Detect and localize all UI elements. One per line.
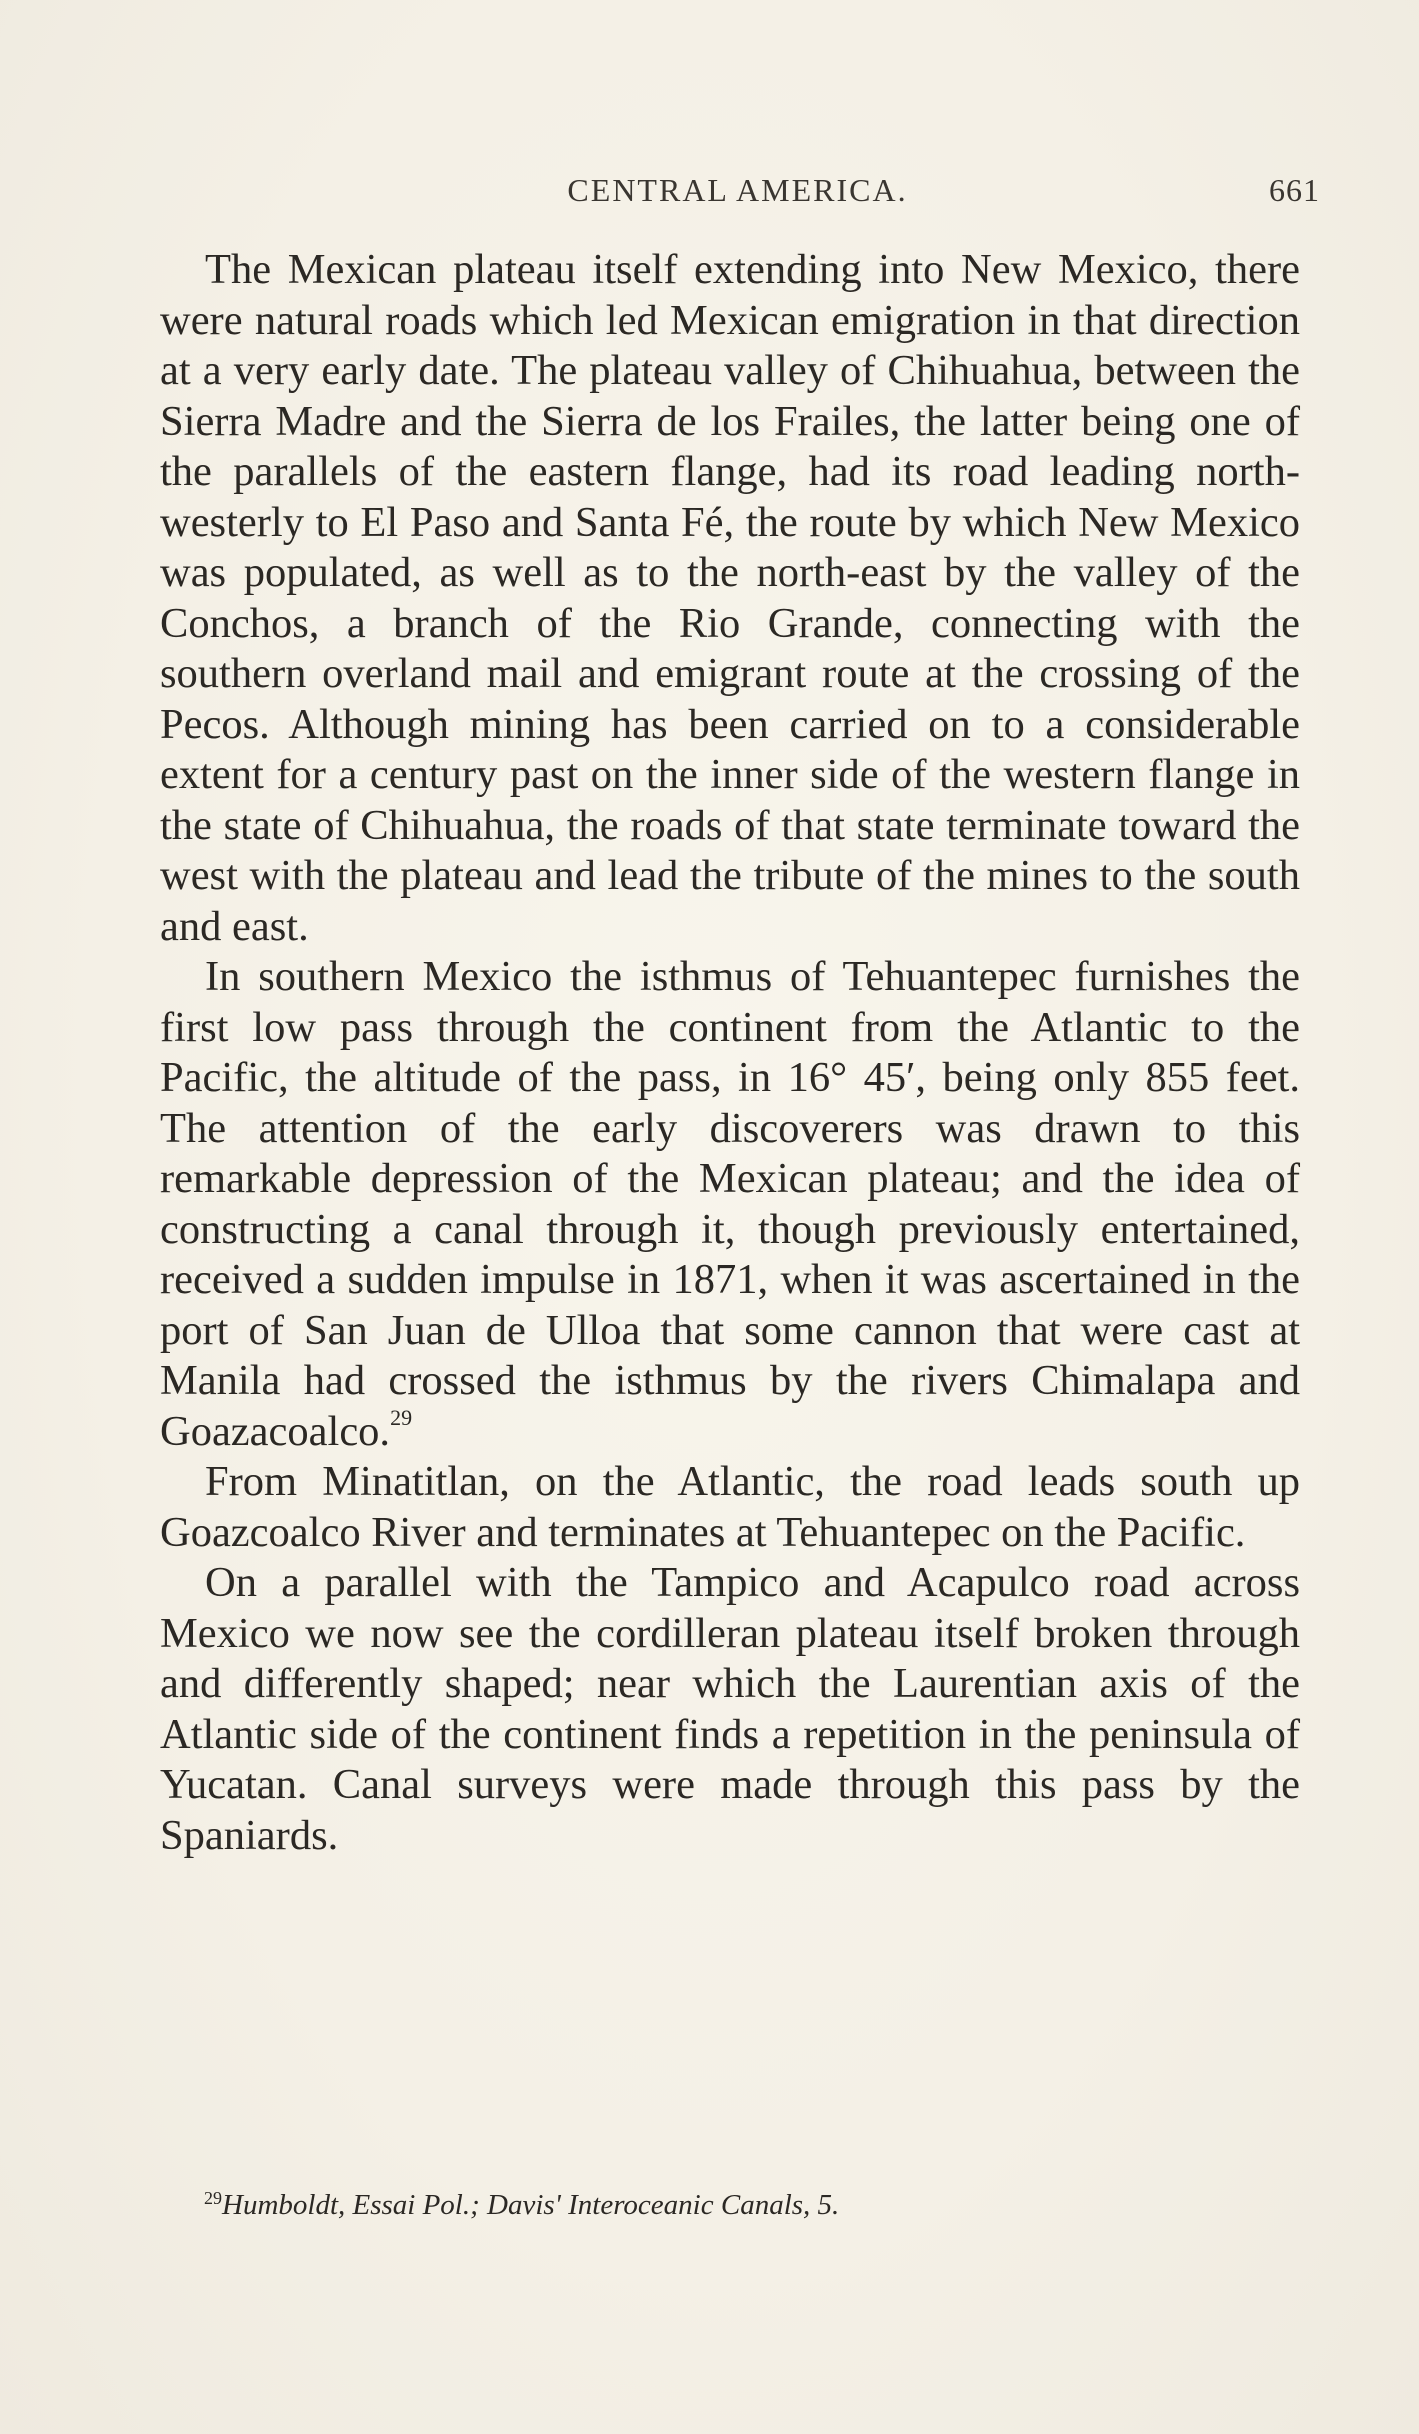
running-title: CENTRAL AMERICA.	[567, 172, 908, 208]
paragraph-tampico-acapulco	[160, 1558, 1300, 1861]
running-head	[155, 172, 1320, 212]
paragraph-text: From Minatitlan, on the Atlantic, the road leads south up Goazcoalco River and terminates at Tehuantepec on the Pacific.	[160, 1458, 1300, 1556]
paragraph-tehuantepec	[160, 952, 1300, 1457]
footnote	[204, 2188, 1304, 2222]
paragraph-mexican-plateau	[160, 245, 1300, 952]
page-number: 661	[1269, 172, 1320, 208]
body-text	[160, 245, 1300, 1861]
paragraph-minatitlan	[160, 1457, 1300, 1558]
paragraph-text: The Mexican plateau itself extending into New Mexico, there were natural roads which led Mexican emigration in that direction at a very early date. The plateau valley of Chihuahua, between the Sierra Madre and the Sierra de los Frailes, the latter being one of the parallels of the eastern flange, had its road leading north-westerly to El Paso and Santa Fé, the route by which New Mexico was populated, as well as to the north-east by the valley of the Conchos, a branch of the Rio Grande, connecting with the southern overland mail and emigrant route at the crossing of the Pecos. Although mining has been carried on to a considerable extent for a century past on the inner side of the western flange in the state of Chihuahua, the roads of that state terminate toward the west with the plateau and lead the tribute of the mines to the south and east.	[160, 246, 1300, 950]
footnote-mark: 29	[204, 2188, 222, 2208]
paragraph-text: On a parallel with the Tampico and Acapulco road across Mexico we now see the cordilleran plateau itself broken through and differently shaped; near which the Laurentian axis of the Atlantic side of the continent finds a repetition in the peninsula of Yucatan. Canal surveys were made through this pass by the Spaniards.	[160, 1559, 1300, 1859]
paragraph-text: In southern Mexico the isthmus of Tehuantepec furnishes the first low pass through the continent from the Atlantic to the Pacific, the altitude of the pass, in 16° 45′, being only 855 feet. The attention of the early discoverers was drawn to this remarkable depression of the Mexican plateau; and the idea of constructing a canal through it, though previously entertained, received a sudden impulse in 1871, when it was ascertained in the port of San Juan de Ulloa that some cannon that were cast at Manila had crossed the isthmus by the rivers Chimalapa and Goazacoalco.	[160, 953, 1300, 1455]
footnote-reference: 29	[390, 1404, 413, 1430]
footnote-text: Humboldt, Essai Pol.; Davis' Interoceanic Canals, 5.	[222, 2189, 840, 2221]
